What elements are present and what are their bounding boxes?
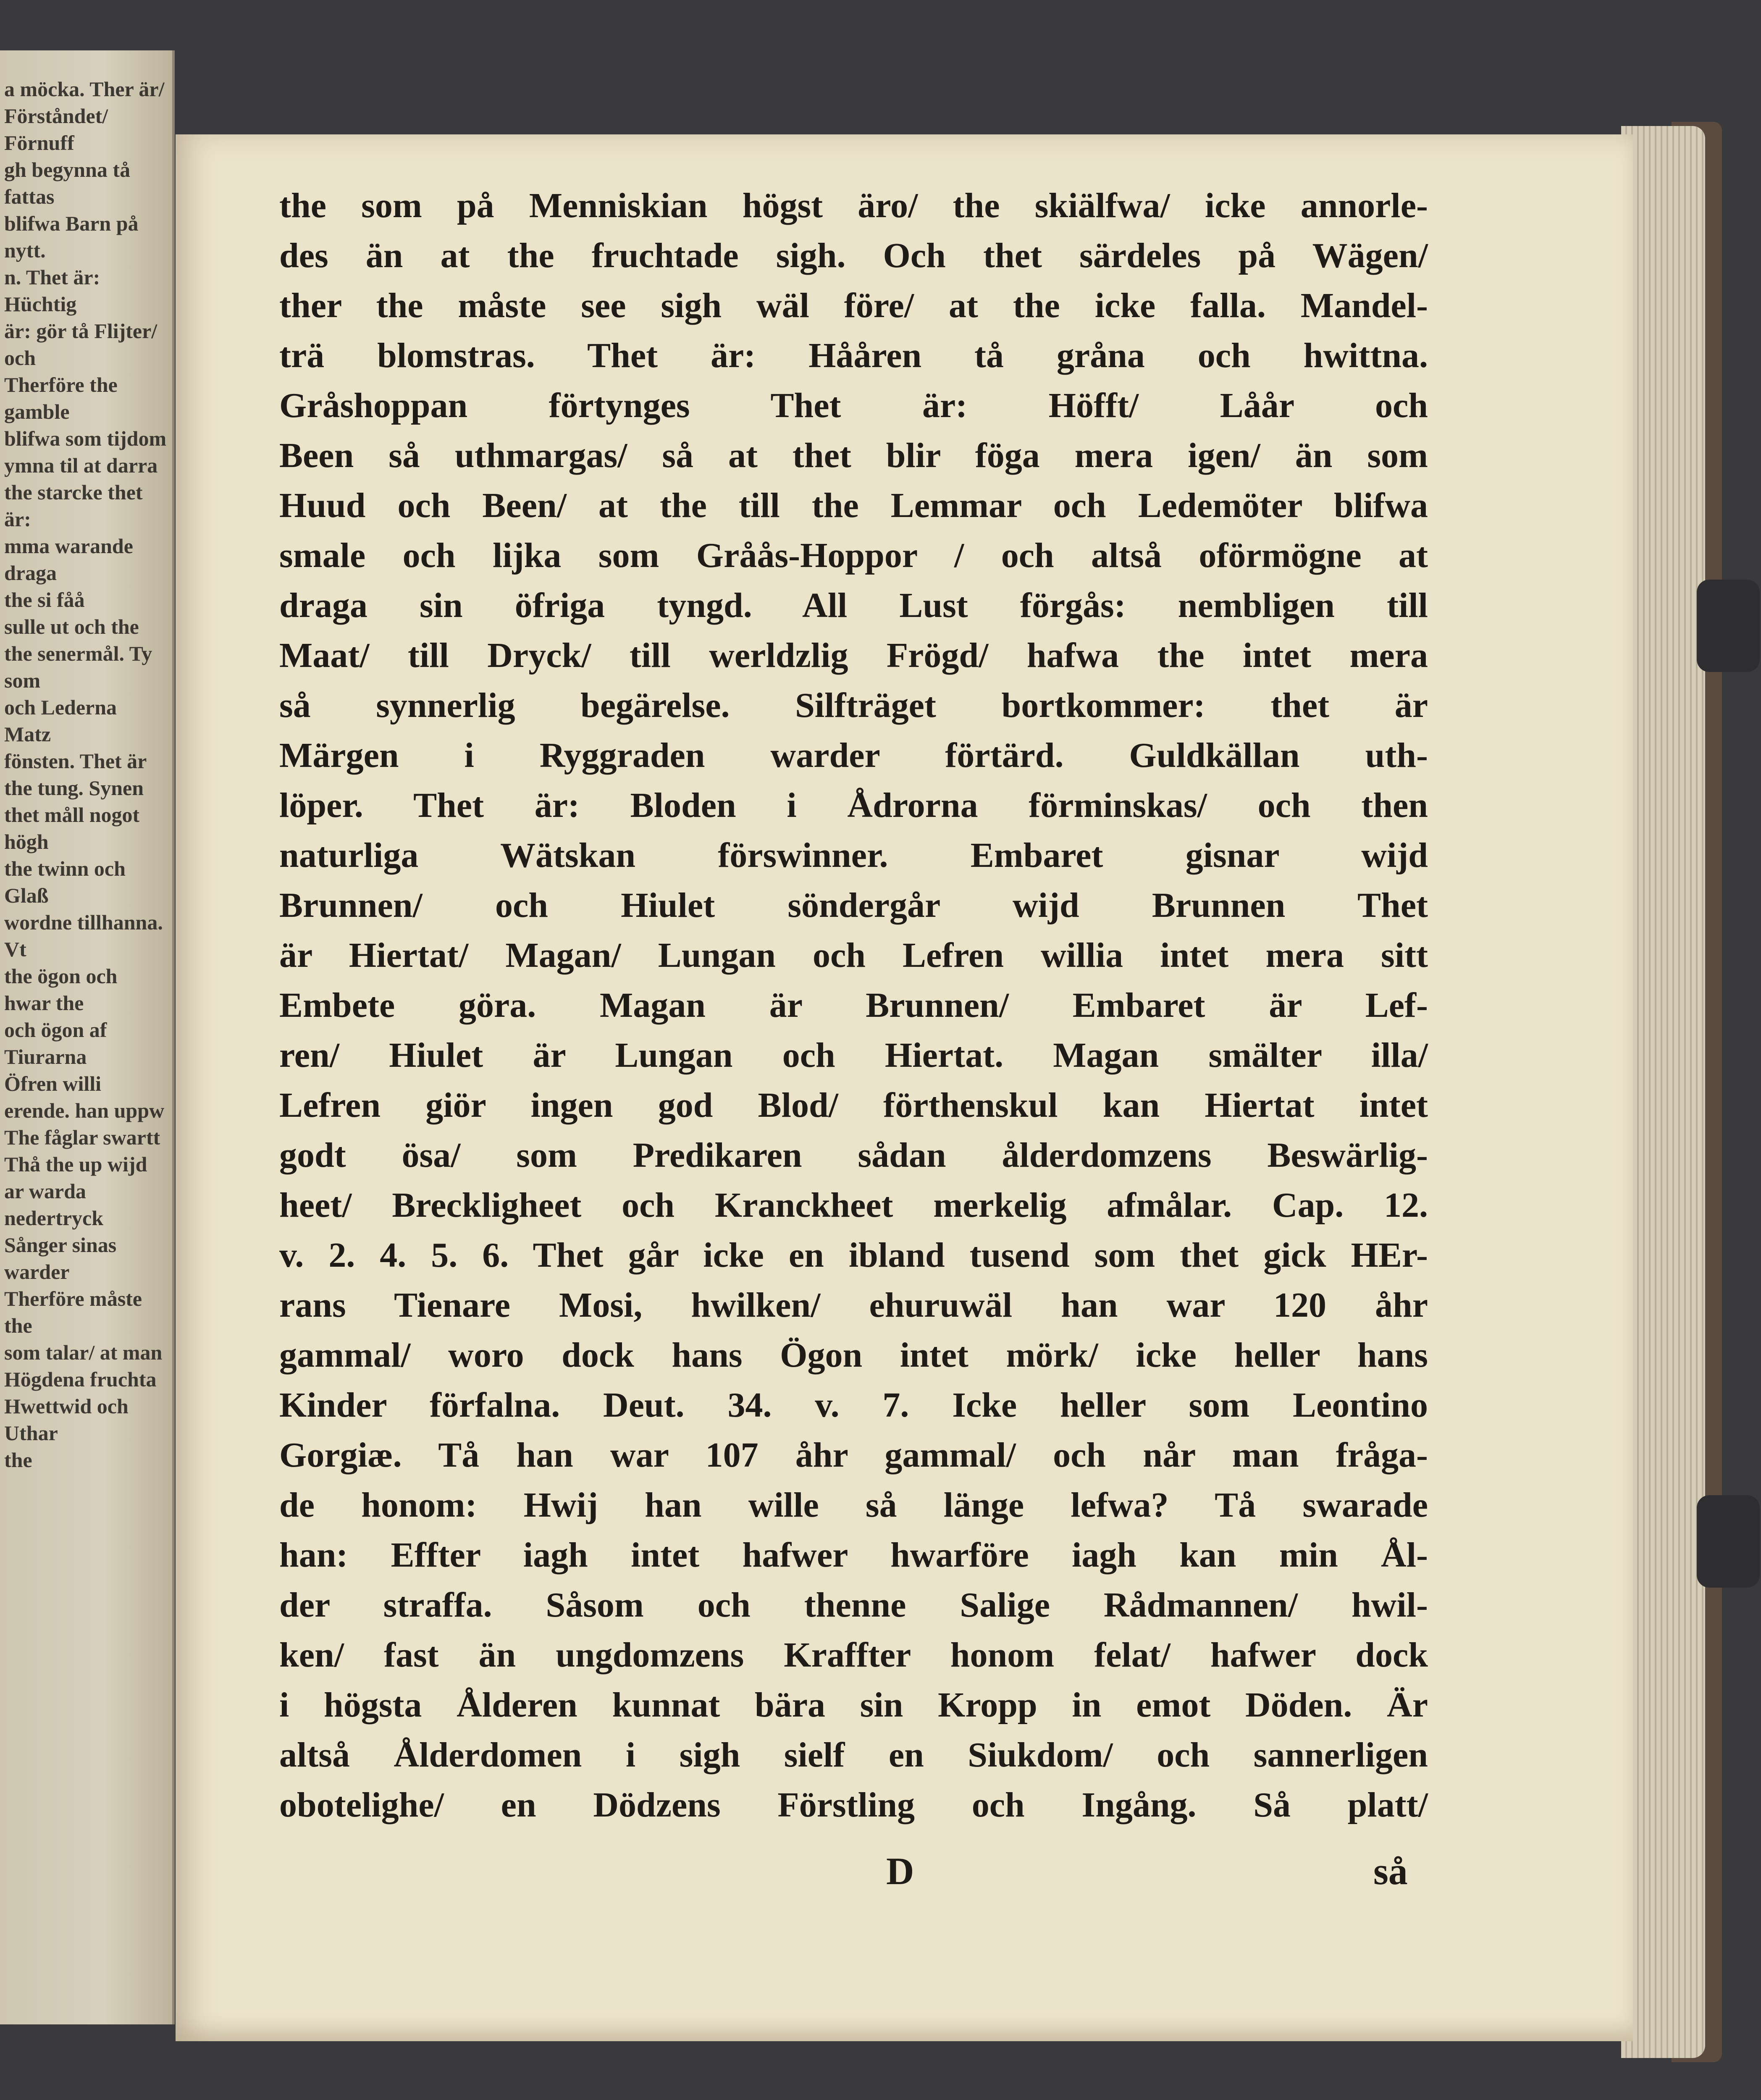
text-line: trä blomstras. Thet är: Hååren tå gråna och hwittna.	[279, 336, 1428, 375]
left-page-text	[4, 76, 168, 1473]
left-page-line: erende. han uppw	[4, 1099, 165, 1122]
left-page-line: Öfren willi	[4, 1072, 102, 1095]
text-line: Been så uthmargas/ så at thet blir föga mera igen/ än som	[279, 436, 1428, 475]
left-page-line: the si fåå	[4, 588, 85, 612]
left-page-line: n. Thet är: Hüchtig	[4, 265, 100, 316]
catchword: så	[1373, 1850, 1408, 1893]
left-page-line: Förståndet/ Förnuff	[4, 104, 108, 155]
left-page-line: the	[4, 1448, 32, 1472]
text-line: Maat/ till Dryck/ till werldzlig Frögd/ hafwa the intet mera	[279, 636, 1428, 675]
left-page-line: thet måll nogot högh	[4, 803, 140, 853]
text-line: draga sin öfriga tyngd. All Lust förgås: nembligen till	[279, 586, 1428, 625]
text-line: gammal/ woro dock hans Ögon intet mörk/ icke heller hans	[279, 1336, 1428, 1375]
text-line: altså Ålderdomen i sigh sielf en Siukdom/ och sannerligen	[279, 1735, 1428, 1774]
left-page-line: Thå the up wijd	[4, 1152, 147, 1176]
text-line: Embete göra. Magan är Brunnen/ Embaret är Lef-	[279, 986, 1428, 1025]
left-page-line: Högdena fruchta	[4, 1368, 157, 1391]
left-page-line: The fåglar swartt	[4, 1126, 160, 1149]
page-stack-edges	[1621, 126, 1705, 2058]
text-line: Lefren giör ingen god Blod/ förthenskul kan Hiertat intet	[279, 1086, 1428, 1125]
left-page-line: blifwa som tijdom	[4, 427, 167, 450]
left-page-line: som talar/ at man	[4, 1341, 163, 1364]
text-line: der straffa. Såsom och thenne Salige Rådmannen/ hwil-	[279, 1586, 1428, 1625]
text-line: är Hiertat/ Magan/ Lungan och Lefren willia intet mera sitt	[279, 936, 1428, 975]
left-page	[0, 50, 175, 2024]
text-line: Gorgiæ. Tå han war 107 åhr gammal/ och når man fråga-	[279, 1436, 1428, 1475]
text-line: löper. Thet är: Bloden i Ådrorna förminskas/ och then	[279, 786, 1428, 825]
text-line: Brunnen/ och Hiulet söndergår wijd Brunnen Thet	[279, 886, 1428, 925]
book-clasp	[1697, 1495, 1760, 1588]
left-page-line: sulle ut och the	[4, 615, 139, 638]
left-page-line: the senermål. Ty som	[4, 642, 152, 692]
left-page-line: gh begynna tå fattas	[4, 158, 131, 208]
left-page-line: ar warda nedertryck	[4, 1179, 104, 1230]
left-page-line: the starcke thet är:	[4, 480, 143, 531]
page-text-block	[279, 181, 1428, 1830]
left-page-line: the tung. Synen	[4, 776, 144, 800]
text-line: Kinder förfalna. Deut. 34. v. 7. Icke heller som Leontino	[279, 1386, 1428, 1425]
text-line: Gråshoppan förtynges Thet är: Höfft/ Låår och	[279, 386, 1428, 425]
text-line: the som på Menniskian högst äro/ the skiälfwa/ icke annorle-	[279, 186, 1428, 225]
text-line: rans Tienare Mosi, hwilken/ ehuruwäl han war 120 åhr	[279, 1286, 1428, 1325]
text-line: de honom: Hwij han wille så länge lefwa? Tå swarade	[279, 1486, 1428, 1525]
left-page-line: fönsten. Thet är	[4, 749, 147, 773]
left-page-line: blifwa Barn på nytt.	[4, 212, 139, 262]
text-line: v. 2. 4. 5. 6. Thet går icke en ibland tusend som thet gick HEr-	[279, 1236, 1428, 1275]
left-page-line: och ögon af Tiurarna	[4, 1018, 107, 1068]
left-page-line: mma warande draga	[4, 534, 133, 585]
left-page-line: och Lederna Matz	[4, 696, 117, 746]
left-page-line: a möcka. Ther är/	[4, 77, 165, 101]
text-line: han: Effter iagh intet hafwer hwarföre iagh kan min Ål-	[279, 1536, 1428, 1575]
text-line: Huud och Been/ at the till the Lemmar och Ledemöter blifwa	[279, 486, 1428, 525]
text-line: Märgen i Ryggraden warder förtärd. Guldkällan uth-	[279, 736, 1428, 775]
text-line: obotelighe/ en Dödzens Förstling och Ingång. Så platt/	[279, 1785, 1428, 1824]
book-clasp	[1697, 580, 1760, 672]
left-page-line: Therföre måste the	[4, 1287, 142, 1337]
left-page-line: är: gör tå Flijter/ och	[4, 319, 157, 370]
left-page-line: Therföre the gamble	[4, 373, 118, 423]
signature-mark: D	[886, 1850, 914, 1893]
text-line: godt ösa/ som Predikaren sådan ålderdomzens Beswärlig-	[279, 1136, 1428, 1175]
text-line: så synnerlig begärelse. Silfträget bortkommer: thet är	[279, 686, 1428, 725]
text-line: smale och lijka som Gråås-Hoppor / och altså oförmögne at	[279, 536, 1428, 575]
text-line: ken/ fast än ungdomzens Kraffter honom felat/ hafwer dock	[279, 1635, 1428, 1675]
text-line: heet/ Breckligheet och Kranckheet merkelig afmålar. Cap. 12.	[279, 1186, 1428, 1225]
right-page	[176, 134, 1633, 2041]
left-page-line: the ögon och hwar the	[4, 964, 118, 1015]
text-line: ther the måste see sigh wäl före/ at the icke falla. Mandel-	[279, 286, 1428, 325]
text-line: des än at the fruchtade sigh. Och thet särdeles på Wägen/	[279, 236, 1428, 275]
text-line: i högsta Ålderen kunnat bära sin Kropp in emot Döden. Är	[279, 1685, 1428, 1725]
text-line: naturliga Wätskan förswinner. Embaret gisnar wijd	[279, 836, 1428, 875]
left-page-line: the twinn och Glaß	[4, 857, 126, 907]
text-line: ren/ Hiulet är Lungan och Hiertat. Magan smälter illa/	[279, 1036, 1428, 1075]
left-page-line: Sånger sinas warder	[4, 1233, 117, 1284]
left-page-line: Hwettwid och Uthar	[4, 1394, 129, 1445]
left-page-line: wordne tillhanna. Vt	[4, 911, 163, 961]
left-page-line: ymna til at darra	[4, 454, 158, 477]
